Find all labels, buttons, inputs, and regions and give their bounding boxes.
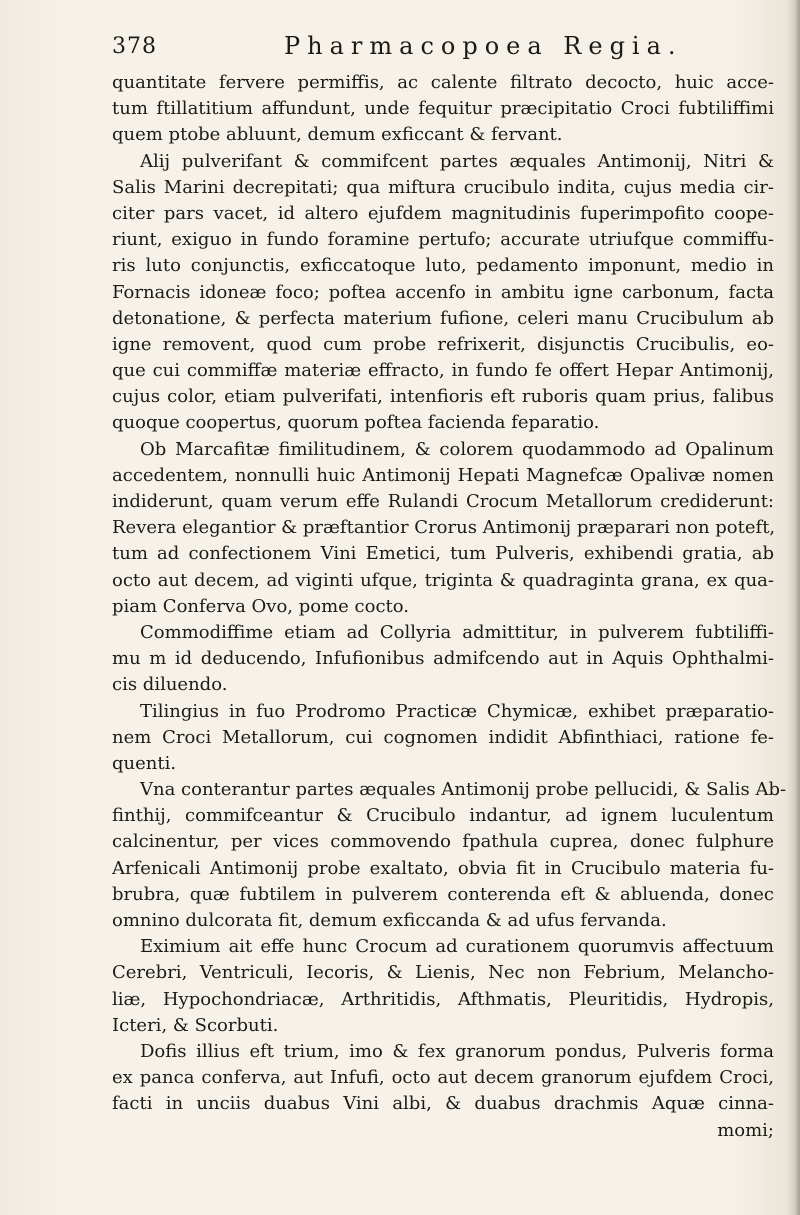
text-line: indiderunt, quam verum effe Rulandi Crocum Metallorum crediderunt: xyxy=(112,491,774,512)
text-line: detonatione, & perfecta materium fufione, celeri manu Crucibulum ab xyxy=(112,307,774,329)
text-line: Fornacis idoneæ foco; poftea accenfo in ambitu igne carbonum, facta xyxy=(112,281,774,303)
text-line: que cui commiffæ materiæ effracto, in fundo fe offert Hepar Antimonij, xyxy=(112,360,774,382)
text-line: accedentem, nonnulli huic Antimonij Hepati Magnefcæ Opalivæ nomen xyxy=(112,464,774,486)
text-line: ex panca conferva, aut Infufi, octo aut decem granorum ejufdem Croci, xyxy=(112,1067,774,1089)
text-line: Tilingius in fuo Prodromo Practicæ Chymicæ, exhibet præparatio- xyxy=(140,700,774,722)
text-line: Icteri, & Scorbuti. xyxy=(112,1014,279,1036)
text-line: tum ad confectionem Vini Emetici, tum Pulveris, exhibendi gratia, ab xyxy=(112,543,774,565)
text-line: liæ, Hypochondriacæ, Arthritidis, Afthmatis, Pleuritidis, Hydropis, xyxy=(112,988,774,1010)
text-line: ris luto conjunctis, exficcatoque luto, pedamento imponunt, medio in xyxy=(112,255,774,277)
text-line: omnino dulcorata fit, demum exficcanda & ad ufus fervanda. xyxy=(112,910,667,931)
text-line: Commodiffime etiam ad Collyria admittitur, in pulverem fubtiliffi- xyxy=(140,621,774,643)
text-line: brubra, quæ fubtilem in pulverem conterenda eft & abluenda, donec xyxy=(112,883,774,905)
text-line: citer pars vacet, id altero ejufdem magnitudinis fuperimpofito coope- xyxy=(112,202,774,224)
page-edge-shadow xyxy=(786,0,800,1215)
catchword: momi; xyxy=(717,1119,774,1141)
text-line: tum ftillatitium affundunt, unde fequitur præcipitatio Croci fubtiliffimi xyxy=(112,98,774,120)
text-line: quantitate fervere permiffis, ac calente filtrato decocto, huic acce- xyxy=(112,72,774,93)
text-line: nem Croci Metallorum, cui cognomen indidit Abfinthiaci, ratione fe- xyxy=(112,726,774,748)
running-title: Pharmacopoea Regia. xyxy=(284,32,683,60)
text-line: Vna conterantur partes æquales Antimonij probe pellucidi, & Salis Ab- xyxy=(140,779,787,801)
text-line: quoque coopertus, quorum poftea facienda feparatio. xyxy=(112,412,600,434)
text-line: Alij pulverifant & commifcent partes æquales Antimonij, Nitri & xyxy=(140,150,774,172)
text-line: piam Conferva Ovo, pome cocto. xyxy=(112,595,410,617)
text-line: Salis Marini decrepitati; qua miftura crucibulo indita, cujus media cir- xyxy=(112,176,774,198)
text-line: cis diluendo. xyxy=(112,674,228,696)
text-line: Arfenicali Antimonij probe exaltato, obvia fit in Crucibulo materia fu- xyxy=(112,857,774,879)
text-line: Eximium ait effe hunc Crocum ad curationem quorumvis affectuum xyxy=(140,936,774,958)
text-line: octo aut decem, ad viginti ufque, triginta & quadraginta grana, ex qua- xyxy=(112,569,774,591)
body-text xyxy=(112,70,787,1144)
text-line: Revera elegantior & præftantior Crorus Antimonij præparari non poteft, xyxy=(112,517,776,539)
text-line: calcinentur, per vices commovendo fpathula cuprea, donec fulphure xyxy=(112,831,774,853)
text-line: cujus color, etiam pulverifati, intenfioris eft ruboris quam prius, falibus xyxy=(112,386,774,408)
text-line: finthij, commifceantur & Crucibulo indantur, ad ignem luculentum xyxy=(112,805,774,827)
page-number: 378 xyxy=(112,34,157,59)
text-line: mu m id deducendo, Infufionibus admifcendo aut in Aquis Ophthalmi- xyxy=(112,648,774,670)
text-line: igne removent, quod cum probe refrixerit, disjunctis Crucibulis, eo- xyxy=(112,333,774,355)
text-line: Cerebri, Ventriculi, Iecoris, & Lienis, Nec non Febrium, Melancho- xyxy=(112,962,774,984)
page-header xyxy=(112,32,772,62)
text-line: facti in unciis duabus Vini albi, & duabus drachmis Aquæ cinna- xyxy=(112,1093,774,1115)
text-line: quem ptobe abluunt, demum exficcant & fervant. xyxy=(112,124,563,146)
text-line: quenti. xyxy=(112,752,177,774)
text-line: Dofis illius eft trium, imo & fex granorum pondus, Pulveris forma xyxy=(140,1040,774,1062)
text-line: Ob Marcafitæ fimilitudinem, & colorem quodammodo ad Opalinum xyxy=(140,438,774,460)
text-line: riunt, exiguo in fundo foramine pertufo; accurate utriufque commiffu- xyxy=(112,229,774,251)
